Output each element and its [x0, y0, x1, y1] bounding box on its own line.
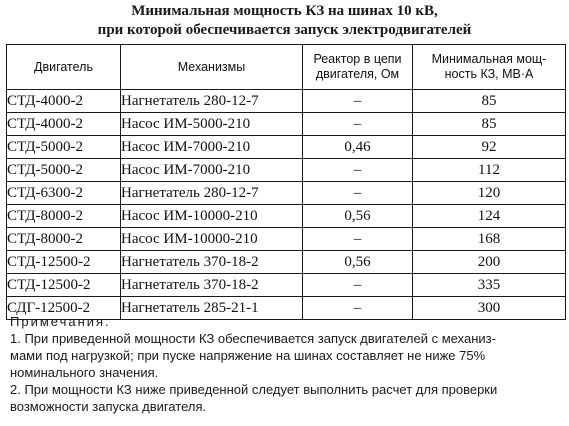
cell-power: 168	[413, 228, 566, 251]
cell-reactor: –	[303, 159, 413, 182]
table-row	[7, 136, 566, 159]
table-row	[7, 90, 566, 113]
header-motor: Двигатель	[7, 45, 121, 90]
cell-mechanism: Нагнетатель 370-18-2	[121, 274, 303, 297]
cell-mechanism: Насос ИМ-10000-210	[121, 228, 303, 251]
notes-section	[10, 313, 566, 415]
cell-reactor: –	[303, 90, 413, 113]
cell-power: 124	[413, 205, 566, 228]
cell-motor: СТД-8000-2	[7, 205, 121, 228]
cell-reactor: –	[303, 297, 413, 320]
cell-mechanism: Насос ИМ-10000-210	[121, 205, 303, 228]
cell-motor: СТД-6300-2	[7, 182, 121, 205]
cell-power: 92	[413, 136, 566, 159]
table-row	[7, 182, 566, 205]
cell-mechanism: Нагнетатель 280-12-7	[121, 182, 303, 205]
table-row	[7, 205, 566, 228]
kz-power-table	[6, 44, 566, 320]
table-row	[7, 251, 566, 274]
cell-mechanism: Нагнетатель 280-12-7	[121, 90, 303, 113]
table-row	[7, 228, 566, 251]
table-row	[7, 274, 566, 297]
header-mechanism: Механизмы	[121, 45, 303, 90]
cell-mechanism: Насос ИМ-5000-210	[121, 113, 303, 136]
cell-power: 112	[413, 159, 566, 182]
cell-motor: СТД-4000-2	[7, 90, 121, 113]
cell-reactor: –	[303, 182, 413, 205]
cell-motor: СТД-5000-2	[7, 136, 121, 159]
table-row	[7, 113, 566, 136]
header-power	[413, 45, 566, 90]
note-2-line-1: 2. При мощности КЗ ниже приведенной следует выполнить расчет для проверки	[10, 382, 498, 397]
cell-reactor: 0,56	[303, 205, 413, 228]
cell-motor: СТД-4000-2	[7, 113, 121, 136]
cell-mechanism: Нагнетатель 285-21-1	[121, 297, 303, 320]
cell-reactor: –	[303, 274, 413, 297]
cell-motor: СДГ-12500-2	[7, 297, 121, 320]
table-row	[7, 159, 566, 182]
cell-reactor: 0,46	[303, 136, 413, 159]
cell-power: 85	[413, 90, 566, 113]
cell-motor: СТД-8000-2	[7, 228, 121, 251]
cell-motor: СТД-12500-2	[7, 274, 121, 297]
caption-line-1: Минимальная мощность КЗ на шинах 10 кВ,	[131, 3, 438, 19]
cell-mechanism: Нагнетатель 370-18-2	[121, 251, 303, 274]
header-reactor-line-1: Реактор в цепи	[313, 52, 402, 66]
note-1-line-3: номинального значения.	[10, 365, 159, 380]
table-caption	[0, 2, 569, 40]
cell-power: 200	[413, 251, 566, 274]
cell-mechanism: Насос ИМ-7000-210	[121, 136, 303, 159]
cell-power: 300	[413, 297, 566, 320]
note-1-line-2: мами под нагрузкой; при пуске напряжение на шинах составляет не ниже 75%	[10, 348, 486, 363]
cell-reactor: 0,56	[303, 251, 413, 274]
cell-power: 335	[413, 274, 566, 297]
header-power-line-1: Минимальная мощ-	[431, 52, 547, 66]
cell-power: 85	[413, 113, 566, 136]
cell-reactor: –	[303, 113, 413, 136]
header-reactor	[303, 45, 413, 90]
header-power-line-2: ность КЗ, МВ·А	[444, 67, 534, 81]
cell-motor: СТД-5000-2	[7, 159, 121, 182]
cell-reactor: –	[303, 228, 413, 251]
notes-heading: Примечания.	[10, 314, 111, 329]
cell-mechanism: Насос ИМ-7000-210	[121, 159, 303, 182]
table-header-row	[7, 45, 566, 90]
note-2-line-2: возможности запуска двигателя.	[10, 399, 207, 414]
note-1-line-1: 1. При приведенной мощности КЗ обеспечивается запуск двигателей с механиз-	[10, 331, 496, 346]
caption-line-2: при которой обеспечивается запуск электродвигателей	[97, 22, 472, 38]
cell-motor: СТД-12500-2	[7, 251, 121, 274]
cell-power: 120	[413, 182, 566, 205]
header-reactor-line-2: двигателя, Ом	[315, 67, 400, 81]
